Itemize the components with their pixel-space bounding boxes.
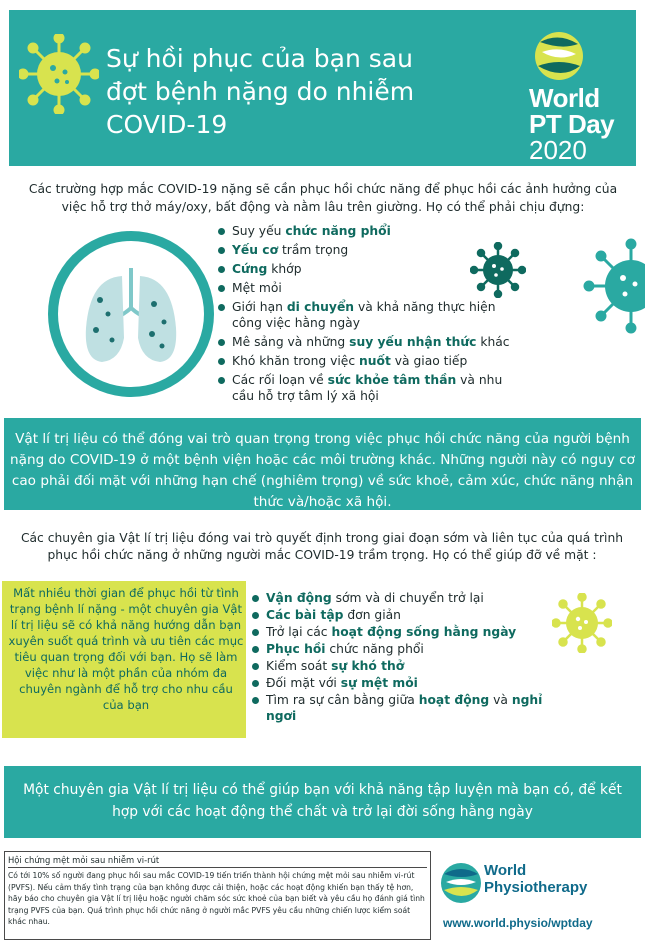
virus-icon [470, 242, 526, 298]
physio-role-text: Vật lí trị liệu có thể đóng vai trò quan trọng trong việc phục hồi chức năng của người bệnh nặng do COVID-19 ở một bệnh viện hoặc các môi trường khác. Những người này có nguy cơ cao phải đối mặt với những hạn chế (nghiêm trọng) về sức khoẻ, cảm xúc, chức năng nhận thức và/hoặc xã hội. [10, 431, 635, 510]
pvfs-info-box [4, 851, 431, 940]
list-item: Mê sảng và những suy yếu nhận thức khác [216, 334, 526, 350]
list-item: Suy yếu chức năng phổi [216, 223, 526, 239]
org-line-1: World [484, 862, 527, 879]
lungs-icon [62, 248, 200, 383]
list-item: Mệt mỏi [216, 280, 526, 296]
pvfs-body: Có tới 10% số người đang phục hồi sau mắc COVID-19 tiến triển thành hội chứng mệt mỏi sau nhiễm vi-rút (PVFS). Nếu cảm thấy tình trạng của bạn không được cải thiện, hoặc các hoạt động khiến bạn thấy tệ hơn, hãy báo cho chuyên gia Vật lí trị liệu hoặc người chăm sóc sức khoẻ của bạn biết và yêu cầu họ đánh giá tình trạng PVFS của bạn. Quá trình phục hồi chức năng ở người mắc PVFS yêu cầu những chiến lược kiểm soát khác nhau. [8, 871, 425, 926]
list-item: Khó khăn trong việc nuốt và giao tiếp [216, 353, 526, 369]
header-banner [9, 10, 636, 166]
exercise-text: Một chuyên gia Vật lí trị liệu có thể giúp bạn với khả năng tập luyện mà bạn có, để kết hợp với các hoạt động thể chất và trở lại đời sống hằng ngày [23, 782, 622, 820]
list-item: Trở lại các hoạt động sống hằng ngày [250, 624, 550, 640]
list-item: Các bài tập đơn giản [250, 607, 550, 623]
world-pt-day-logo-text [529, 85, 614, 163]
world-pt-day-logo-icon [532, 30, 590, 82]
title-line-1: Sự hồi phục của bạn sau [106, 44, 413, 73]
list-item: Phục hồi chức năng phổi [250, 641, 550, 657]
list-item: Vận động sớm và di chuyển trở lại [250, 590, 550, 606]
list-item: Kiểm soát sự khó thở [250, 658, 550, 674]
world-physiotherapy-logo-text [484, 862, 587, 896]
virus-icon [583, 236, 645, 336]
list-item: Cứng khớp [216, 261, 526, 277]
physio-role-banner [4, 418, 641, 510]
website-link[interactable]: www.world.physio/wptday [443, 916, 593, 930]
list-item: Tìm ra sự cân bằng giữa hoạt động và nghỉ ngơi [250, 692, 550, 724]
world-physiotherapy-logo-icon [440, 862, 482, 904]
list-item: Các rối loạn về sức khỏe tâm thần và nhu cầu hỗ trợ tâm lý xã hội [216, 372, 526, 404]
logo-line-3: 2020 [529, 135, 587, 165]
title-line-2: đợt bệnh nặng do nhiễm [106, 77, 415, 106]
experts-text: Các chuyên gia Vật lí trị liệu đóng vai trò quyết định trong giai đoạn sớm và liên tục của quá trình phục hồi chức năng ở những người mắc COVID-19 trầm trọng. Họ có thể giúp đỡ về mặt : [20, 531, 624, 562]
pvfs-heading: Hội chứng mệt mỏi sau nhiễm vi-rút [8, 855, 427, 868]
page-title [106, 42, 436, 141]
org-line-2: Physiotherapy [484, 879, 588, 896]
exercise-banner [4, 766, 641, 838]
help-list [250, 590, 550, 725]
list-item: Yếu cơ trầm trọng [216, 242, 526, 258]
logo-line-1: World [529, 83, 600, 113]
logo-line-2: PT Day [529, 109, 615, 139]
list-item: Giới hạn di chuyển và khả năng thực hiện công việc hằng ngày [216, 299, 526, 331]
virus-icon [19, 34, 99, 114]
list-item: Đối mặt với sự mệt mỏi [250, 675, 550, 691]
virus-icon [552, 593, 612, 653]
recovery-callout [2, 581, 246, 738]
recovery-callout-text: Mất nhiều thời gian để phục hồi từ tình trạng bệnh lí nặng - một chuyên gia Vật lí trị liệu sẽ có khả năng hướng dẫn bạn xuyên suốt quá trình và ưu tiên các mục tiêu quan trọng đối với bạn. Họ sẽ làm việc như là một phần của nhóm đa chuyên ngành để hỗ trợ cho nhu cầu của bạn [8, 586, 244, 712]
title-line-3: COVID-19 [106, 110, 228, 139]
intro-text: Các trường hợp mắc COVID-19 nặng sẽ cần phục hồi chức năng để phục hồi các ảnh hưởng của việc hỗ trợ thở máy/oxy, bất động và nằm lâu trên giường. Họ có thể phải chịu đựng: [28, 182, 618, 214]
